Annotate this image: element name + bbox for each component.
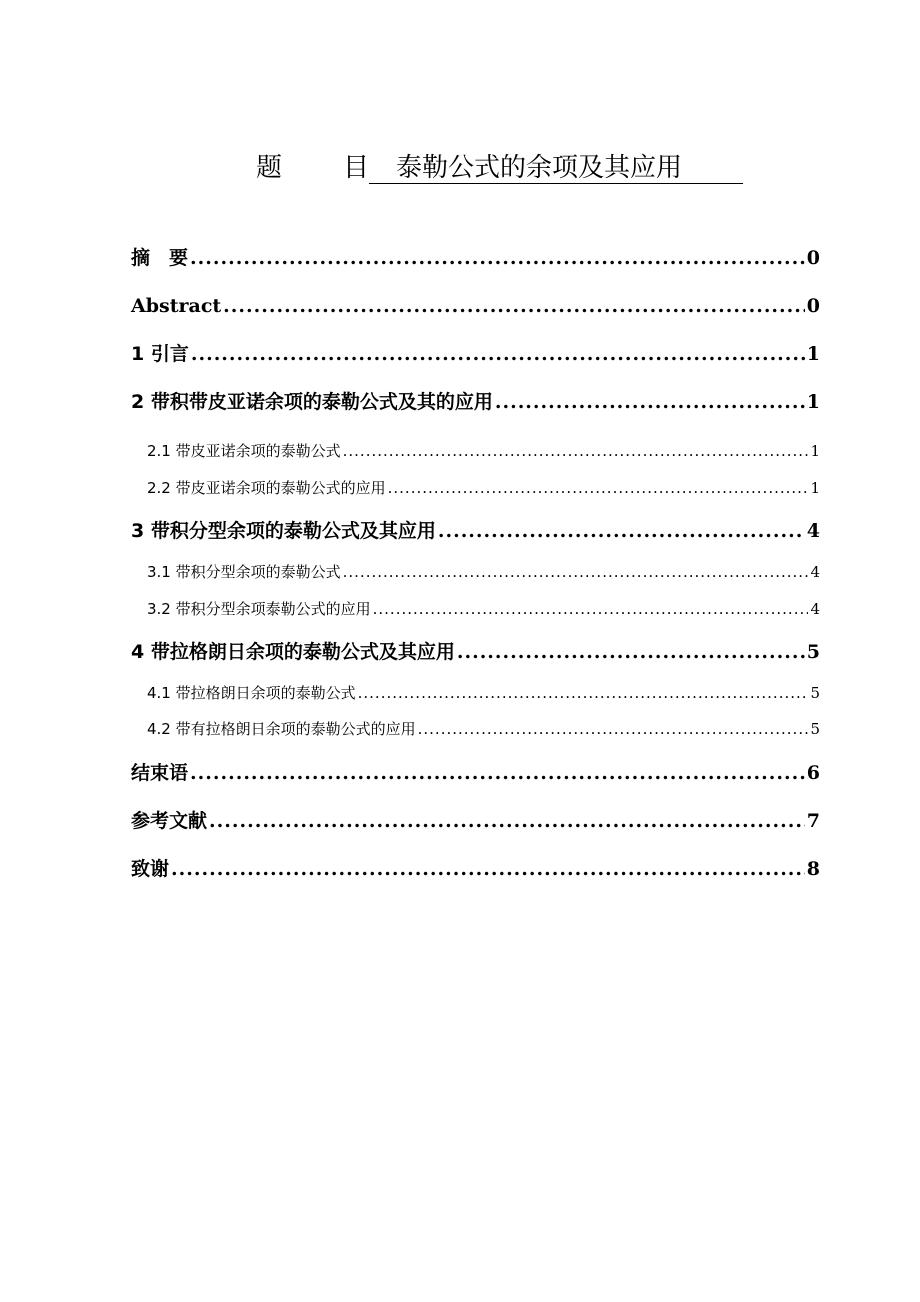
title-label-char-1: 题 [256,153,283,183]
toc-entry-label: 4 带拉格朗日余项的泰勒公式及其应用 [131,641,455,663]
toc-entry-label: 致谢 [131,858,170,880]
toc-entry-abstract-en[interactable] [131,291,820,321]
toc-entry-section-3-1[interactable] [147,560,820,584]
toc-entry-label: 2.1 带皮亚诺余项的泰勒公式 [147,442,341,460]
toc-dot-leader [373,597,809,621]
toc-dot-leader [209,806,805,836]
toc-entry-section-2-2[interactable] [147,476,820,500]
title-label-char-2: 目 [343,153,370,183]
toc-entry-abstract-cn[interactable] [131,243,820,273]
toc-entry-section-3[interactable] [131,516,820,546]
toc-entry-label: 3.2 带积分型余项泰勒公式的应用 [147,600,371,618]
toc-entry-label: 3.1 带积分型余项的泰勒公式 [147,563,341,581]
toc-entry-label: Abstract [131,295,222,317]
toc-dot-leader [495,387,805,417]
toc-entry-page: 0 [806,247,820,269]
toc-entry-label: 摘 要 [131,247,189,269]
toc-dot-leader [343,560,809,584]
toc-dot-leader [438,516,805,546]
toc-entry-page: 1 [806,343,820,365]
toc-entry-page: 1 [810,479,820,497]
toc-dot-leader [343,439,809,463]
toc-entry-label: 参考文献 [131,810,208,832]
toc-entry-section-4-1[interactable] [147,681,820,705]
toc-entry-page: 8 [806,858,820,880]
toc-entry-section-3-2[interactable] [147,597,820,621]
toc-entry-page: 7 [806,810,820,832]
toc-entry-section-4-2[interactable] [147,717,820,741]
toc-entry-label: 4.2 带有拉格朗日余项的泰勒公式的应用 [147,720,416,738]
title-value-underlined [369,150,743,184]
toc-dot-leader [418,717,809,741]
toc-entry-label: 1 引言 [131,343,189,365]
toc-entry-label: 3 带积分型余项的泰勒公式及其应用 [131,520,436,542]
toc-dot-leader [388,476,809,500]
toc-entry-page: 1 [810,442,820,460]
toc-entry-page: 5 [810,684,820,702]
toc-dot-leader [358,681,809,705]
toc-entry-references[interactable] [131,806,820,836]
toc-dot-leader [190,243,805,273]
toc-entry-section-2-1[interactable] [147,439,820,463]
toc-entry-conclusion[interactable] [131,758,820,788]
toc-entry-label: 2.2 带皮亚诺余项的泰勒公式的应用 [147,479,386,497]
toc-entry-label: 2 带积带皮亚诺余项的泰勒公式及其的应用 [131,391,493,413]
toc-entry-page: 0 [806,295,820,317]
toc-entry-label: 结束语 [131,762,189,784]
toc-entry-section-4[interactable] [131,637,820,667]
toc-entry-page: 6 [806,762,820,784]
toc-dot-leader [191,339,805,369]
toc-entry-section-1[interactable] [131,339,820,369]
toc-entry-page: 5 [810,720,820,738]
thesis-title-row [0,150,920,190]
toc-dot-leader [190,758,805,788]
toc-dot-leader [457,637,805,667]
toc-entry-page: 5 [806,641,820,663]
title-value-text: 泰勒公式的余项及其应用 [396,153,683,183]
toc-entry-acknowledgements[interactable] [131,854,820,884]
toc-entry-label: 4.1 带拉格朗日余项的泰勒公式 [147,684,356,702]
toc-entry-page: 4 [806,520,820,542]
toc-entry-page: 1 [806,391,820,413]
toc-dot-leader [223,291,805,321]
toc-dot-leader [171,854,805,884]
toc-entry-page: 4 [810,563,820,581]
toc-entry-section-2[interactable] [131,387,820,417]
toc-entry-page: 4 [810,600,820,618]
